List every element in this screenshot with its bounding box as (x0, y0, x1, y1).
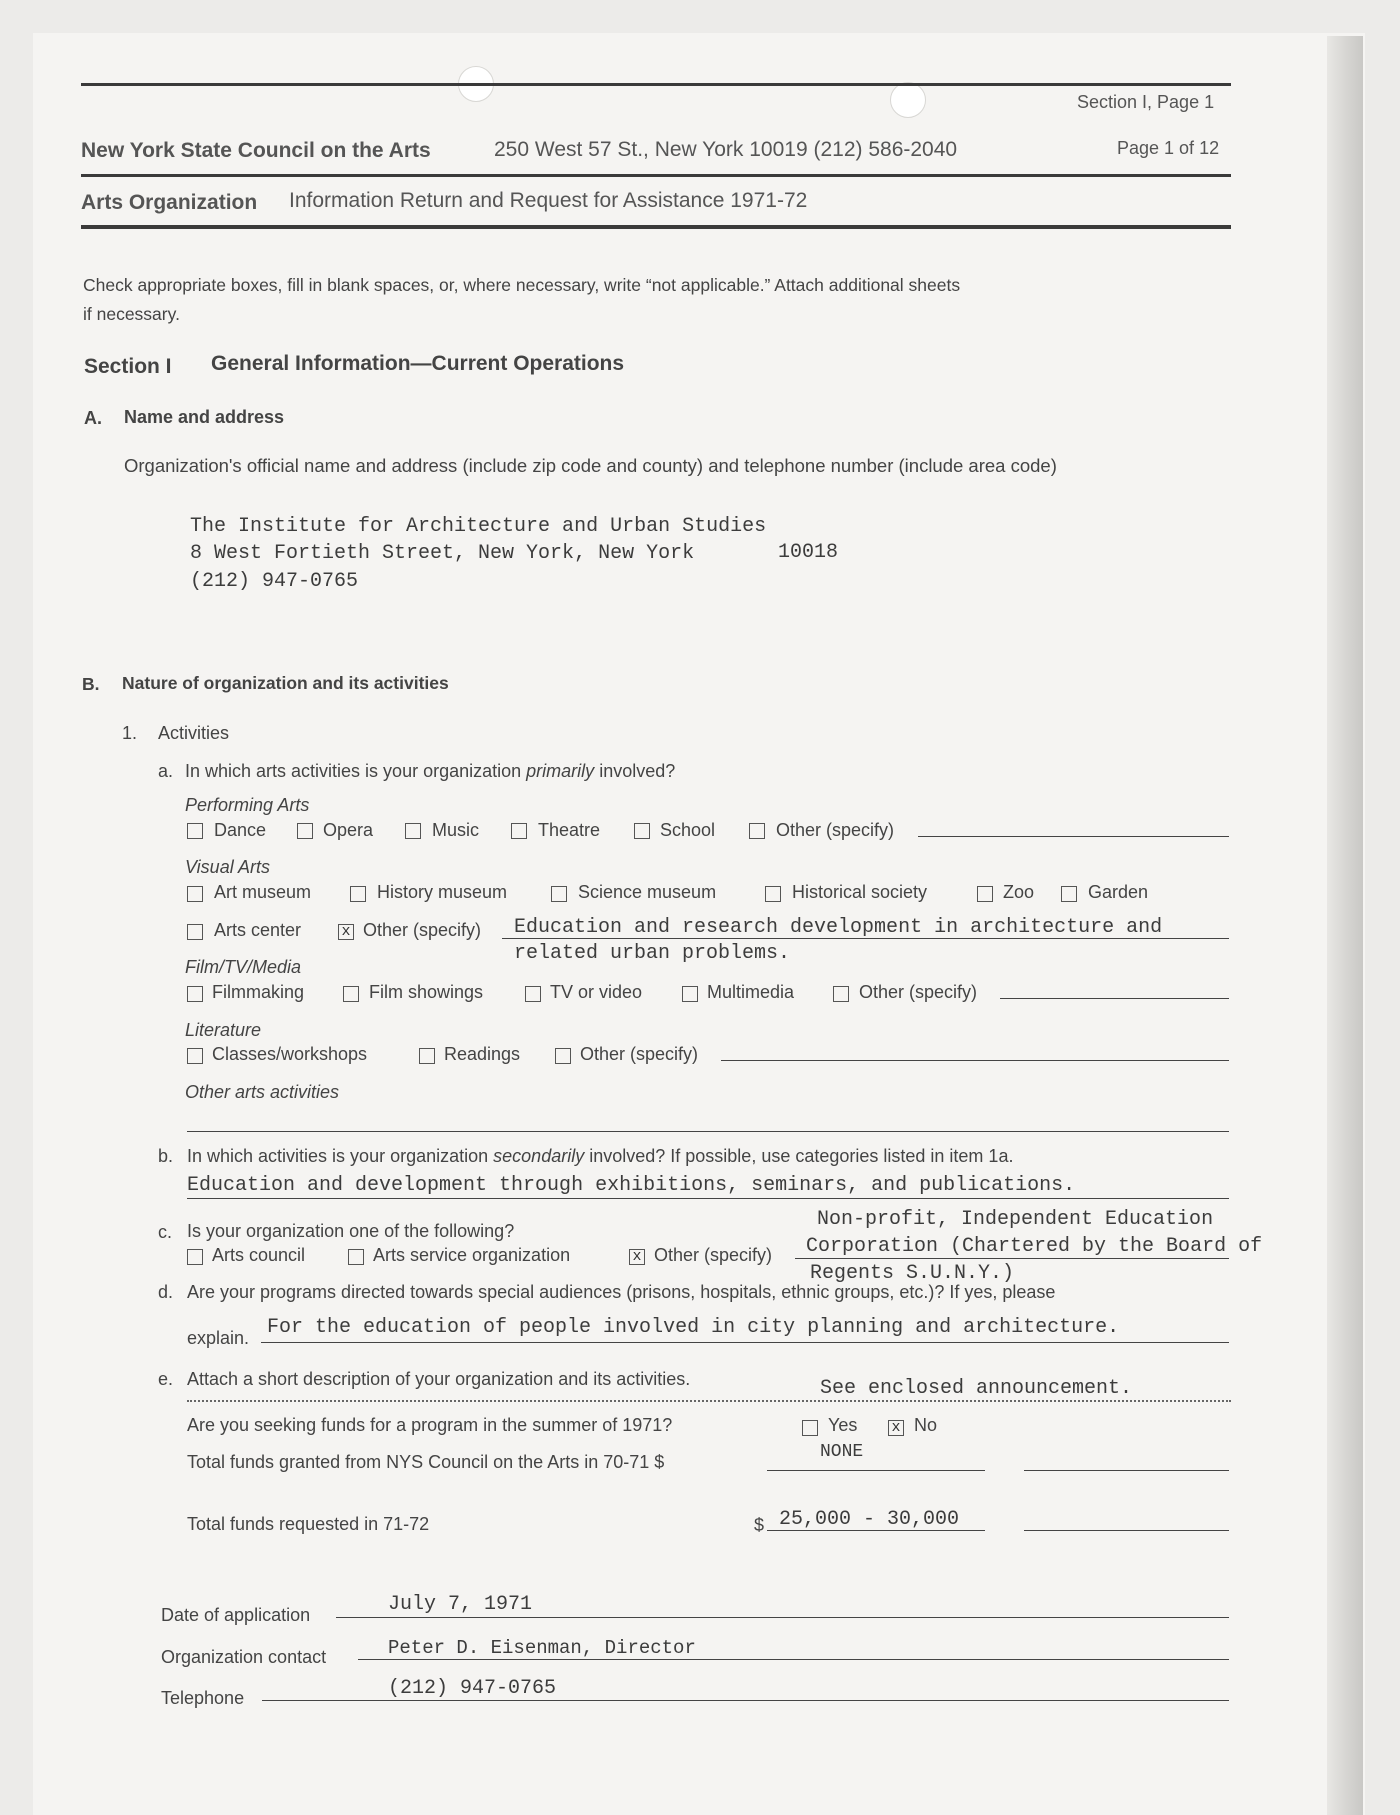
other-arts-line[interactable] (187, 1131, 1229, 1132)
dance-checkbox[interactable] (187, 823, 203, 839)
visual-other-value-2: related urban problems. (514, 942, 791, 965)
question-d-line[interactable] (261, 1342, 1229, 1343)
question-b-post: involved? If possible, use categories listed in item 1a. (589, 1146, 1014, 1166)
section-a-title: Name and address (124, 407, 285, 427)
school-checkbox[interactable] (634, 823, 650, 839)
school-label: School (660, 820, 716, 840)
question-e-answer: See enclosed announcement. (820, 1377, 1133, 1400)
punch-hole-right (890, 82, 926, 118)
historical-society-label: Historical society (792, 882, 928, 902)
summer-no-checkbox[interactable]: x (888, 1420, 904, 1436)
question-e-dotted-line[interactable] (187, 1400, 1231, 1402)
top-rule (81, 83, 1231, 86)
music-label: Music (432, 820, 480, 840)
question-b-line[interactable] (187, 1198, 1229, 1199)
history-museum-label: History museum (377, 882, 508, 902)
question-b-pre: In which activities is your organization (187, 1146, 489, 1166)
question-a-letter: a. (158, 761, 174, 781)
instructions-line-1: Check appropriate boxes, fill in blank spaces, or, where necessary, write “not applicable.” Attach additional sheets (83, 275, 961, 295)
funds-granted-label: Total funds granted from NYS Council on the Arts in 70-71 $ (187, 1452, 665, 1472)
literature-other-label: Other (specify) (580, 1044, 699, 1064)
question-c-answer-3: Regents S.U.N.Y.) (810, 1262, 1015, 1285)
instructions-line-2: if necessary. (83, 304, 180, 324)
art-museum-checkbox[interactable] (187, 886, 203, 902)
funds-requested-dollar: $ (754, 1515, 765, 1535)
multimedia-checkbox[interactable] (682, 986, 698, 1002)
org-type-other-label: Other (specify) (654, 1245, 773, 1265)
question-c-text: Is your organization one of the following? (187, 1221, 515, 1241)
contact-value: Peter D. Eisenman, Director (388, 1637, 696, 1659)
section-a-prompt: Organization's official name and address (include zip code and county) and telephone number (include area code) (124, 455, 1057, 476)
header-rule-2 (81, 225, 1231, 229)
question-a-post: involved? (599, 761, 676, 781)
council-name: New York State Council on the Arts (81, 139, 431, 162)
org-phone: (212) 947-0765 (190, 570, 359, 593)
other-arts-heading: Other arts activities (185, 1082, 340, 1102)
visual-arts-heading: Visual Arts (185, 857, 271, 877)
contact-line[interactable] (358, 1659, 1229, 1660)
film-showings-checkbox[interactable] (343, 986, 359, 1002)
arts-service-org-label: Arts service organization (373, 1245, 571, 1265)
visual-other-label: Other (specify) (363, 920, 482, 940)
tv-video-label: TV or video (550, 982, 643, 1002)
page-edge (1327, 36, 1363, 1815)
item-1-label: Activities (158, 723, 230, 743)
question-c-line[interactable] (795, 1258, 1229, 1259)
dance-label: Dance (214, 820, 267, 840)
historical-society-checkbox[interactable] (765, 886, 781, 902)
film-other-label: Other (specify) (859, 982, 978, 1002)
music-checkbox[interactable] (405, 823, 421, 839)
zoo-checkbox[interactable] (977, 886, 993, 902)
readings-checkbox[interactable] (419, 1048, 435, 1064)
funds-granted-line[interactable] (767, 1470, 985, 1471)
funds-requested-line[interactable] (767, 1530, 985, 1531)
tv-video-checkbox[interactable] (525, 986, 541, 1002)
org-address: 8 West Fortieth Street, New York, New York (190, 542, 695, 565)
literature-heading: Literature (185, 1020, 262, 1040)
funds-requested-line-2[interactable] (1024, 1530, 1229, 1531)
filmmaking-label: Filmmaking (212, 982, 305, 1002)
classes-checkbox[interactable] (187, 1048, 203, 1064)
visual-other-line[interactable] (502, 938, 1229, 939)
garden-label: Garden (1088, 882, 1149, 902)
question-c-answer-2: Corporation (Chartered by the Board of (806, 1235, 1263, 1258)
funds-granted-line-2[interactable] (1024, 1470, 1229, 1471)
classes-label: Classes/workshops (212, 1044, 368, 1064)
funds-requested-value: 25,000 - 30,000 (779, 1508, 960, 1531)
question-e-text: Attach a short description of your organization and its activities. (187, 1369, 691, 1389)
history-museum-checkbox[interactable] (350, 886, 366, 902)
org-name: The Institute for Architecture and Urban Studies (190, 515, 767, 538)
question-b-letter: b. (158, 1146, 174, 1166)
phone-value: (212) 947-0765 (388, 1677, 557, 1700)
funds-requested-label: Total funds requested in 71-72 (187, 1514, 430, 1534)
section-title: General Information—Current Operations (211, 352, 625, 375)
theatre-label: Theatre (538, 820, 601, 840)
section-page-label: Section I, Page 1 (1077, 92, 1215, 112)
opera-checkbox[interactable] (297, 823, 313, 839)
garden-checkbox[interactable] (1061, 886, 1077, 902)
summer-question: Are you seeking funds for a program in the summer of 1971? (187, 1415, 673, 1435)
opera-label: Opera (323, 820, 374, 840)
org-zip: 10018 (778, 541, 839, 564)
question-a-text (185, 761, 675, 782)
page-count: Page 1 of 12 (1117, 138, 1220, 158)
science-museum-label: Science museum (578, 882, 717, 902)
film-other-line[interactable] (1000, 998, 1229, 999)
date-line[interactable] (336, 1617, 1229, 1618)
readings-label: Readings (444, 1044, 521, 1064)
question-a-pre: In which arts activities is your organization (185, 761, 522, 781)
literature-other-checkbox[interactable] (555, 1048, 571, 1064)
section-b-letter: B. (82, 674, 100, 694)
question-c-letter: c. (158, 1222, 173, 1242)
zoo-label: Zoo (1003, 882, 1035, 902)
performing-other-label: Other (specify) (776, 820, 895, 840)
form-title-bold: Arts Organization (81, 191, 258, 214)
question-a-emphasis: primarily (526, 761, 595, 781)
question-d-answer: For the education of people involved in city planning and architecture. (267, 1316, 1120, 1339)
visual-other-checkbox[interactable]: x (338, 924, 354, 940)
summer-yes-label: Yes (828, 1415, 858, 1435)
performing-arts-heading: Performing Arts (185, 795, 310, 815)
visual-other-value-1: Education and research development in architecture and (514, 916, 1163, 939)
funds-granted-value: NONE (820, 1442, 864, 1462)
question-e-letter: e. (158, 1369, 174, 1389)
question-b-answer: Education and development through exhibitions, seminars, and publications. (187, 1174, 1076, 1197)
summer-yes-checkbox[interactable] (802, 1420, 818, 1436)
arts-center-label: Arts center (214, 920, 302, 940)
literature-other-line[interactable] (721, 1060, 1229, 1061)
phone-label: Telephone (161, 1688, 245, 1708)
contact-label: Organization contact (161, 1647, 327, 1667)
science-museum-checkbox[interactable] (551, 886, 567, 902)
performing-other-checkbox[interactable] (749, 823, 765, 839)
question-d-letter: d. (158, 1282, 174, 1302)
arts-council-label: Arts council (212, 1245, 306, 1265)
theatre-checkbox[interactable] (511, 823, 527, 839)
date-label: Date of application (161, 1605, 311, 1625)
question-b-text (187, 1146, 1013, 1167)
film-showings-label: Film showings (369, 982, 484, 1002)
performing-other-line[interactable] (918, 836, 1229, 837)
multimedia-label: Multimedia (707, 982, 795, 1002)
question-b-emphasis: secondarily (493, 1146, 585, 1166)
phone-line[interactable] (262, 1700, 1229, 1701)
art-museum-label: Art museum (214, 882, 312, 902)
arts-council-checkbox[interactable] (187, 1249, 203, 1265)
summer-no-label: No (914, 1415, 938, 1435)
header-rule-1 (81, 174, 1231, 177)
arts-service-org-checkbox[interactable] (348, 1249, 364, 1265)
item-1-number: 1. (122, 723, 138, 743)
question-d-text: Are your programs directed towards special audiences (prisons, hospitals, ethnic groups, etc.)? If yes, please (187, 1282, 1056, 1302)
filmmaking-checkbox[interactable] (187, 986, 203, 1002)
form-title: Information Return and Request for Assistance 1971-72 (289, 189, 808, 212)
question-d-explain: explain. (187, 1328, 250, 1348)
film-media-heading: Film/TV/Media (185, 957, 302, 977)
date-value: July 7, 1971 (388, 1593, 533, 1616)
section-b-title: Nature of organization and its activities (122, 673, 449, 693)
film-other-checkbox[interactable] (833, 986, 849, 1002)
arts-center-checkbox[interactable] (187, 924, 203, 940)
org-type-other-checkbox[interactable]: x (629, 1249, 645, 1265)
question-c-answer-1: Non-profit, Independent Education (817, 1208, 1214, 1231)
section-label: Section I (84, 355, 172, 378)
council-address: 250 West 57 St., New York 10019 (212) 586-2040 (494, 138, 958, 161)
section-a-letter: A. (84, 408, 102, 428)
